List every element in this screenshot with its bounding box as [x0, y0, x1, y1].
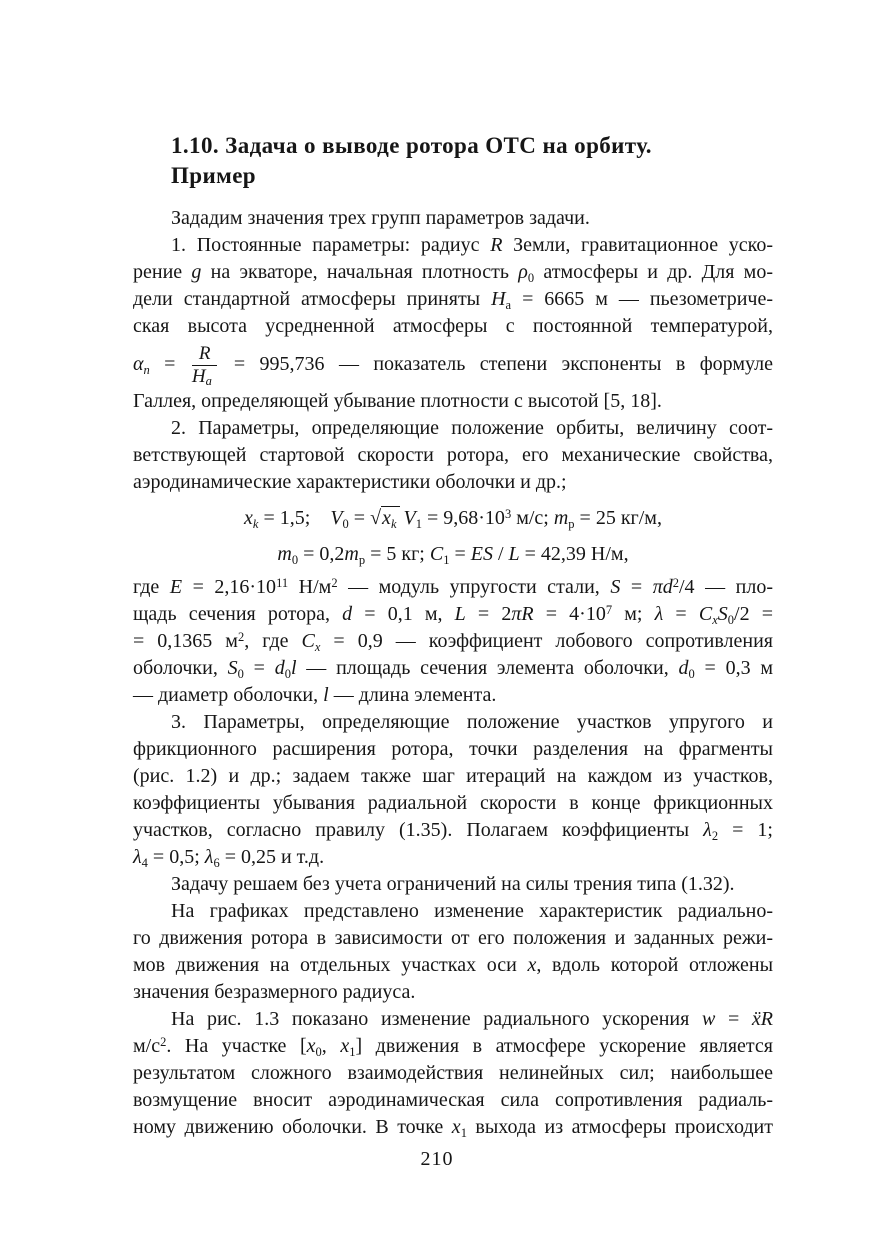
section-heading [171, 131, 773, 191]
text-line: Зададим значения трех групп параметров задачи. [171, 207, 590, 229]
text-line: дели стандартной атмосферы приняты $H_а = 6665$ м — пьезометриче- [133, 288, 774, 312]
section-heading-line2: Пример [171, 163, 257, 188]
display-formula: $x_k = 1,5$; $V_0 = √x_k$ $V_1 = 9,68\cdot 10^3$ м/с; $m_р = 25$ кг/м, [244, 506, 662, 531]
text-line: Задачу решаем без учета ограничений на силы трения типа (1.32). [171, 873, 735, 895]
text-line: коэффициенты убывания радиальной скорости в конце фрикционных [133, 792, 773, 814]
display-formula: $m_0 = 0,2m_р = 5$ кг; $C_1$ = ES / L = 42,39 Н/м, [277, 543, 629, 567]
text-line: (рис. 1.2) и др.; задаем также шаг итераций на каждом из участков, [133, 765, 773, 787]
text-line: $\lambda_4 = 0,5$; $\lambda_6 = 0,25$ и т.д. [133, 846, 325, 870]
fraction: $\frac{R}{H_a}$ [192, 344, 218, 387]
text-line: возмущение вносит аэродинамическая сила сопротивления радиаль- [133, 1089, 773, 1111]
text-line: Галлея, определяющей убывание плотности с высотой [5, 18]. [133, 390, 662, 412]
text-line: щадь сечения ротора, d = 0,1 м, $L = 2\pi R = 4\cdot 10^7$ м; $\lambda = C_xS_0/2$ = [133, 602, 773, 627]
section-heading-line1: 1.10. Задача о выводе ротора ОТС на орбиту. [171, 133, 652, 158]
text-line: рение g на экваторе, начальная плотность $\rho_0$ атмосферы и др. Для мо- [133, 261, 773, 285]
text-line: оболочки, $S_0 = d_0l$ — площадь сечения элемента оболочки, $d_0 = 0,3$ м [133, 657, 774, 681]
text-line: участков, согласно правилу (1.35). Полагаем коэффициенты $\lambda_2 = 1$; [133, 819, 773, 843]
text-line: На графиках представлено изменение характеристик радиально- [171, 900, 773, 922]
text-line: 2. Параметры, определяющие положение орбиты, величину соот- [171, 417, 773, 439]
text-line: $\alpha_n$ = $\frac{R}{H_a}$ = 995,736 — показатель степени экспоненты в формуле [133, 342, 774, 389]
text-line: 1. Постоянные параметры: радиус R Земли, гравитационное уско- [171, 234, 774, 256]
page-content [133, 131, 773, 1141]
text-line: значения безразмерного радиуса. [133, 981, 416, 1003]
page-number: 210 [420, 1148, 454, 1170]
text-line: ветствующей стартовой скорости ротора, его механические свойства, [133, 444, 773, 466]
text-line: го движения ротора в зависимости от его положения и заданных режи- [133, 927, 773, 949]
text-line: где $E = 2,16\cdot 10^{11}$ $Н/м^2$ — модуль упругости стали, $S = \pi d^2/4$ — пло- [133, 575, 773, 598]
text-line: ская высота усредненной атмосферы с постоянной температурой, [133, 315, 773, 337]
text-line: $м/с^2$. На участке [$x_0$, $x_1$] движения в атмосфере ускорение является [133, 1034, 773, 1059]
text-line: мов движения на отдельных участках оси x, вдоль которой отложены [133, 954, 774, 976]
text-line: аэродинамические характеристики оболочки и др.; [133, 471, 567, 493]
text-line: — диаметр оболочки, l — длина элемента. [133, 684, 497, 706]
text-line: ному движению оболочки. В точке $x_1$ выхода из атмосферы происходит [133, 1116, 774, 1140]
text-line: фрикционного расширения ротора, точки разделения на фрагменты [133, 738, 773, 760]
text-line: результатом сложного взаимодействия нелинейных сил; наибольшее [133, 1062, 773, 1084]
text-line: = 0,1365 $м^2$, где $C_x = 0,9$ — коэффициент лобового сопротивления [133, 629, 773, 654]
radical: $√x_k$ [370, 507, 399, 529]
body-text [133, 205, 773, 1141]
text-line: 3. Параметры, определяющие положение участков упругого и [171, 711, 773, 733]
text-line: На рис. 1.3 показано изменение радиального ускорения w = ẍR [171, 1008, 773, 1030]
